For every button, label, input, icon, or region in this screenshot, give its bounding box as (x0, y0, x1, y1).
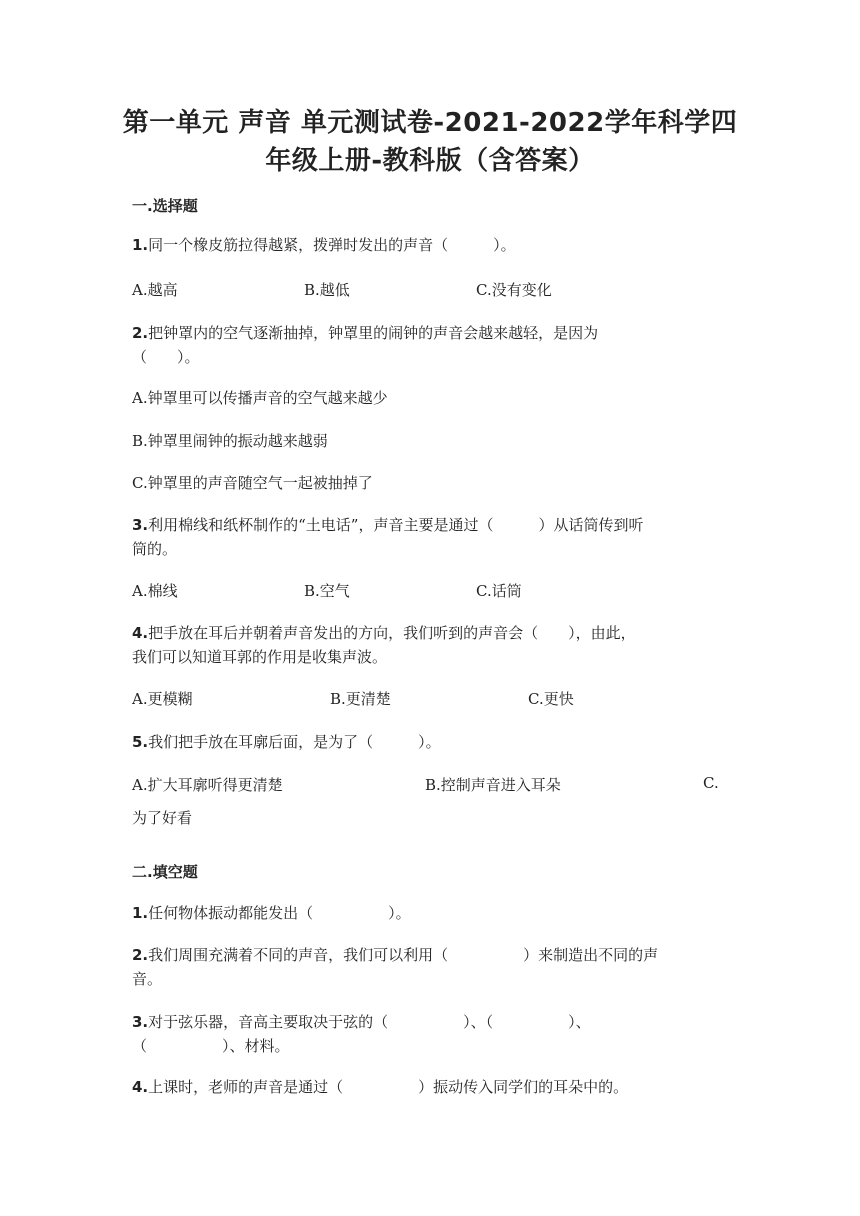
question-4 (132, 621, 732, 669)
fill-question-1 (132, 901, 732, 925)
question-text-line2: 我们可以知道耳郭的作用是收集声波。 (132, 648, 388, 666)
question-number: 2. (132, 324, 149, 342)
option-a: A.钟罩里可以传播声音的空气越来越少 (132, 389, 388, 407)
option-a: A.更模糊 (132, 690, 193, 708)
fill-question-2 (132, 943, 732, 991)
question-number: 3. (132, 516, 149, 534)
section-heading-choice: 一.选择题 (132, 197, 198, 215)
option-c: C. (703, 774, 719, 792)
option-b: B.更清楚 (330, 690, 391, 708)
option-b: B.控制声音进入耳朵 (425, 776, 561, 794)
question-text: 我们把手放在耳廓后面，是为了（ ）。 (148, 733, 441, 751)
question-text: 同一个橡皮筋拉得越紧，拨弹时发出的声音（ ）。 (148, 236, 516, 254)
question-text: 上课时，老师的声音是通过（ ）振动传入同学们的耳朵中的。 (148, 1078, 629, 1096)
option-a: A.越高 (132, 281, 178, 299)
question-text-line1: 把手放在耳后并朝着声音发出的方向，我们听到的声音会（ ），由此， (148, 624, 636, 642)
option-b: B.空气 (304, 582, 350, 600)
question-number: 1. (132, 904, 149, 922)
option-c: C.钟罩里的声音随空气一起被抽掉了 (132, 474, 373, 492)
section-heading-fill: 二.填空题 (132, 863, 198, 881)
question-text-line1: 把钟罩内的空气逐渐抽掉，钟罩里的闹钟的声音会越来越轻，是因为 (148, 324, 599, 342)
question-1 (132, 233, 732, 257)
page-title-line2: 年级上册-教科版（含答案） (265, 146, 595, 176)
question-number: 2. (132, 946, 149, 964)
question-text-line2: 音。 (132, 970, 163, 988)
question-text: 任何物体振动都能发出（ ）。 (148, 904, 411, 922)
question-text-line1: 我们周围充满着不同的声音，我们可以利用（ ）来制造出不同的声 (148, 946, 659, 964)
question-text-line1: 对于弦乐器，音高主要取决于弦的（ ）、（ ）、 (148, 1013, 591, 1031)
option-b: B.钟罩里闹钟的振动越来越弱 (132, 432, 328, 450)
option-c: C.话筒 (476, 582, 522, 600)
option-c-text: 为了好看 (132, 809, 193, 827)
question-text-line1: 利用棉线和纸杯制作的“土电话”，声音主要是通过（ ）从话筒传到听 (148, 516, 644, 534)
question-number: 4. (132, 624, 149, 642)
question-number: 1. (132, 236, 149, 254)
fill-question-4 (132, 1075, 732, 1099)
question-text-line2: （ ）、材料。 (132, 1037, 290, 1055)
question-text-line2: （ ）。 (132, 348, 200, 366)
question-number: 4. (132, 1078, 149, 1096)
option-a: A.扩大耳廓听得更清楚 (132, 776, 283, 794)
question-3 (132, 513, 732, 561)
option-c: C.更快 (528, 690, 574, 708)
option-b: B.越低 (304, 281, 350, 299)
question-2 (132, 321, 732, 369)
question-number: 5. (132, 733, 149, 751)
option-c: C.没有变化 (476, 281, 552, 299)
option-a: A.棉线 (132, 582, 178, 600)
question-number: 3. (132, 1013, 149, 1031)
question-text-line2: 筒的。 (132, 540, 178, 558)
page-title-line1: 第一单元 声音 单元测试卷-2021-2022学年科学四 (122, 108, 738, 138)
fill-question-3 (132, 1010, 732, 1058)
question-5 (132, 730, 732, 754)
